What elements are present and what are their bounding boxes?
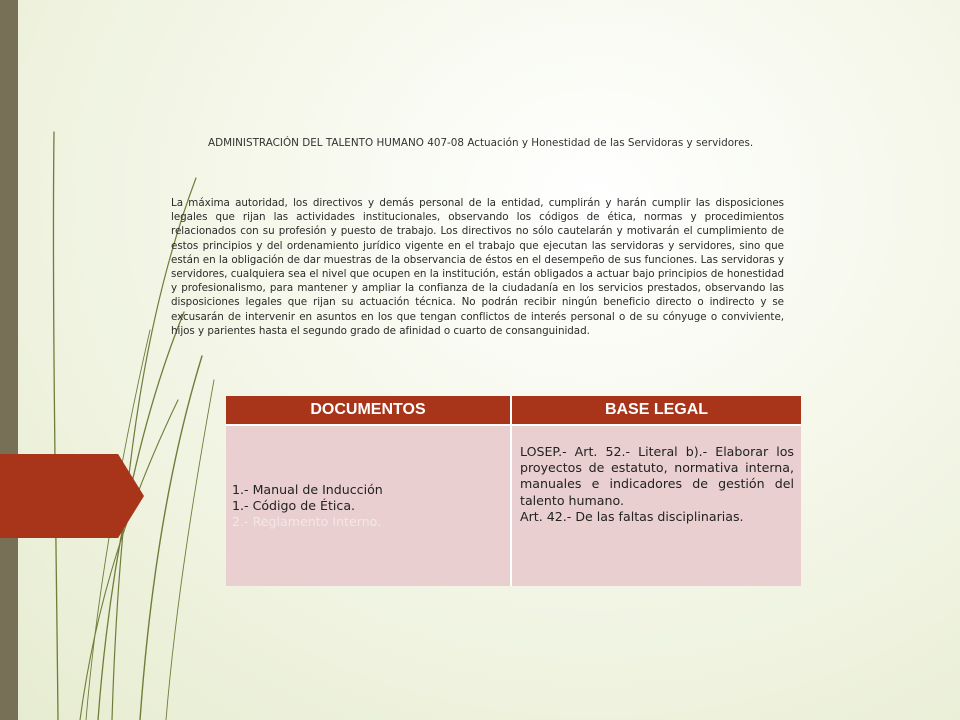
legal-item: LOSEP.- Art. 52.- Literal b).- Elaborar los proyectos de estatuto, normativa interna, manuales e indicadores de gestión del talento humano. bbox=[520, 444, 794, 508]
documents-table bbox=[226, 396, 801, 586]
header-legal-basis: BASE LEGAL bbox=[512, 396, 801, 424]
legal-basis-cell bbox=[512, 424, 801, 586]
slide-title: ADMINISTRACIÓN DEL TALENTO HUMANO 407-08 Actuación y Honestidad de las Servidoras y servidores. bbox=[208, 137, 754, 149]
document-item: 1.- Código de Ética. bbox=[232, 497, 356, 513]
document-item: 1.- Manual de Inducción bbox=[232, 481, 383, 497]
accent-arrow bbox=[0, 454, 144, 538]
document-item: 2.- Reglamento Interno. bbox=[232, 514, 382, 530]
header-documents: DOCUMENTOS bbox=[226, 396, 512, 424]
legal-item: Art. 42.- De las faltas disciplinarias. bbox=[520, 508, 744, 524]
side-bar bbox=[0, 0, 18, 720]
documents-cell bbox=[226, 424, 512, 586]
body-paragraph: La máxima autoridad, los directivos y demás personal de la entidad, cumplirán y harán cumplir las disposiciones legales que rijan las actividades institucionales, observando los códigos de ética, normas y procedimientos relacionados con su profesión y puesto de trabajo. Los directivos no sólo cautelarán y motivarán el cumplimiento de estos principios y del ordenamiento jurídico vigente en el trabajo que ejecutan las servidoras y servidores, sino que están en la obligación de dar muestras de la observancia de éstos en el desempeño de sus funciones. Las servidoras y servidores, cualquiera sea el nivel que ocupen en la institución, están obligados a actuar bajo principios de honestidad y profesionalismo, para mantener y ampliar la confianza de la ciudadanía en los servicios prestados, observando las disposiciones legales que rijan su actuación técnica. No podrán recibir ningún beneficio directo o indirecto y se excusarán de intervenir en asuntos en los que tengan conflictos de interés personal o de su cónyuge o conviviente, hijos y parientes hasta el segundo grado de afinidad o cuarto de consanguinidad. bbox=[171, 197, 784, 337]
